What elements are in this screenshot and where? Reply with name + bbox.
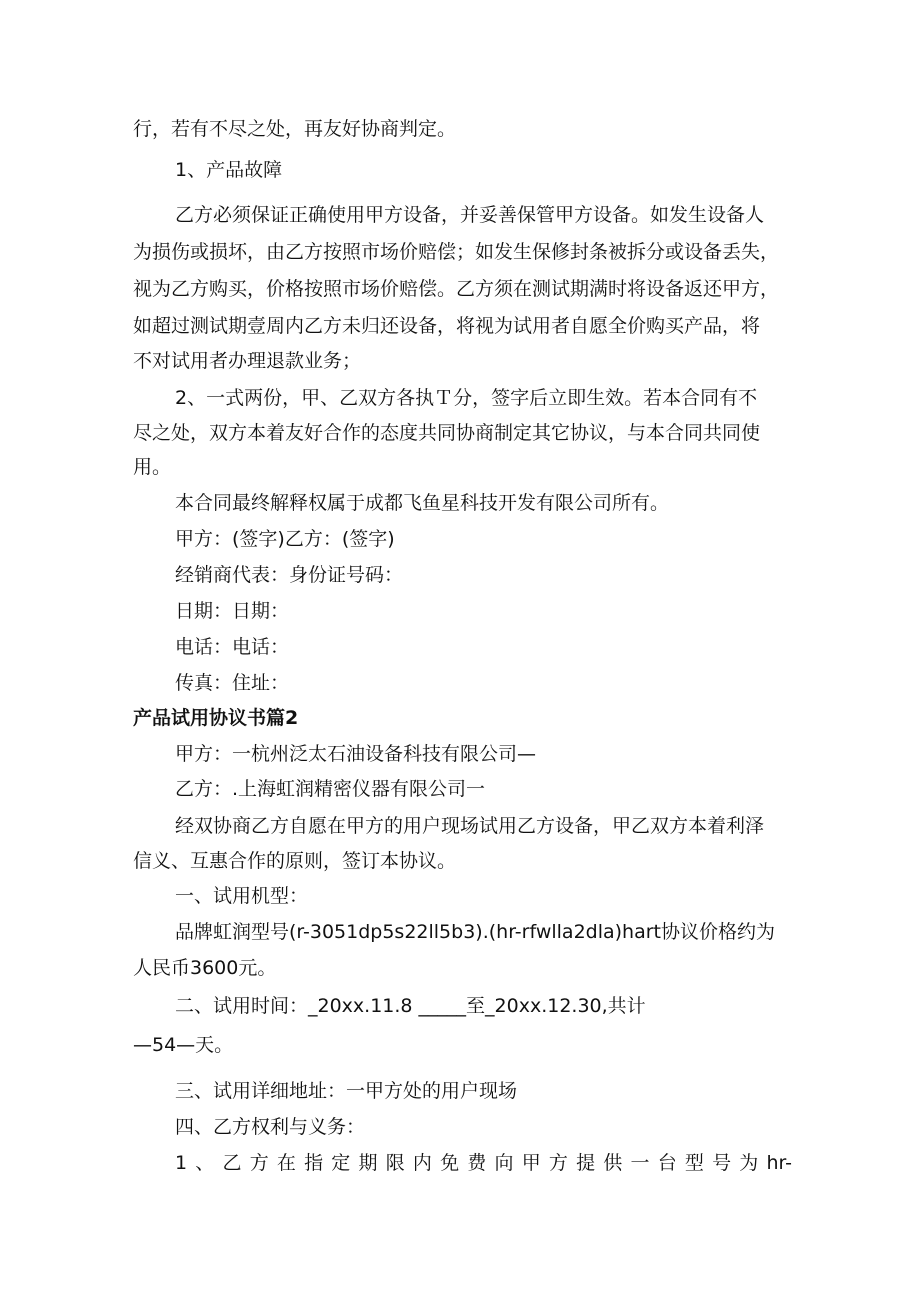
paragraph-line: 1、乙方在指定期限内免费向甲方提供一台型号为hr- (175, 1152, 792, 1174)
form-field-line: 经销商代表：身份证号码： (175, 564, 404, 586)
section-heading: 一、试用机型： (175, 885, 309, 907)
form-field-line: 日期：日期： (175, 600, 290, 622)
paragraph-line: 为损伤或损坏，由乙方按照市场价赔偿；如发生保修封条被拆分或设备丢失， (133, 241, 780, 263)
section-heading: 四、乙方权利与义务： (175, 1116, 366, 1138)
paragraph-line: 本合同最终解释权属于成都飞鱼星科技开发有限公司所有。 (175, 492, 670, 514)
paragraph-line: 乙方必须保证正确使用甲方设备，并妥善保管甲方设备。如发生设备人 (175, 204, 765, 226)
paragraph-line: 视为乙方购买，价格按照市场价赔偿。乙方须在测试期满时将设备返还甲方， (133, 278, 780, 300)
form-field-line: 电话：电话： (175, 636, 290, 658)
section-heading: 1、产品故障 (175, 159, 283, 181)
article-title: 产品试用协议书篇2 (133, 707, 299, 729)
paragraph-line: 品牌虹润型号(r-3051dp5s22ll5b3).(hr-rfwlla2dla)hart协议价格约为 (175, 921, 775, 943)
party-a-line: 甲方：一杭州泛太石油设备科技有限公司— (175, 743, 537, 765)
signature-line: 甲方：(签字)乙方：(签字) (175, 528, 395, 550)
paragraph-line: 2、一式两份，甲、乙双方各执Ｔ分，签字后立即生效。若本合同有不 (175, 387, 758, 409)
form-field-line: 传真：住址： (175, 672, 290, 694)
paragraph-line: 如超过测试期壹周内乙方未归还设备，将视为试用者自愿全价购买产品，将 (133, 315, 761, 337)
paragraph-line: 行，若有不尽之处，再友好协商判定。 (133, 118, 457, 140)
section-heading: 三、试用详细地址：一甲方处的用户现场 (175, 1080, 518, 1102)
paragraph-line: 信义、互惠合作的原则，签订本协议。 (133, 850, 457, 872)
paragraph-line: 尽之处，双方本着友好合作的态度共同协商制定其它协议，与本合同共同使 (133, 422, 761, 444)
paragraph-line: 人民币3600元。 (133, 957, 277, 979)
paragraph-line: 不对试用者办理退款业务； (133, 350, 362, 372)
section-heading: 二、试用时间：_20xx.11.8 _____至_20xx.12.30,共计 (175, 995, 646, 1017)
party-b-line: 乙方：.上海虹润精密仪器有限公司一 (175, 778, 486, 800)
paragraph-line: —54—天。 (133, 1034, 234, 1056)
paragraph-line: 用。 (133, 456, 172, 478)
paragraph-line: 经双协商乙方自愿在甲方的用户现场试用乙方设备，甲乙双方本着利泽 (175, 815, 765, 837)
